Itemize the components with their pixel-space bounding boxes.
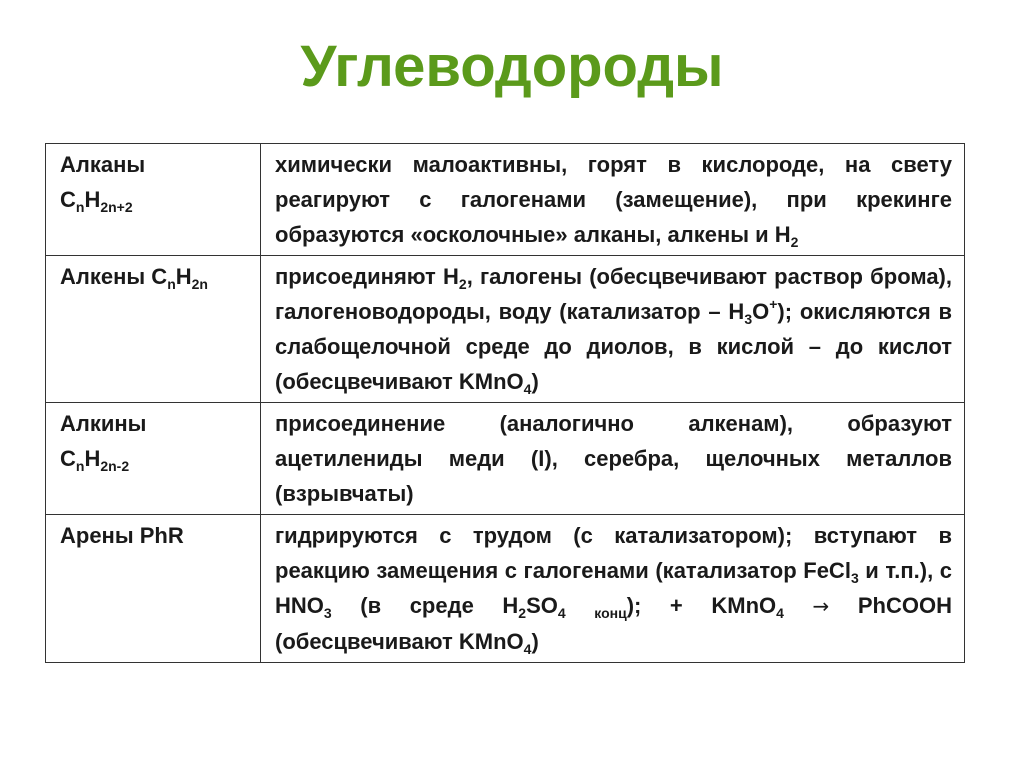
- class-name: Алкины: [60, 411, 147, 436]
- properties-cell-alkynes: присоединение (аналогично алкенам), образуют ацетилениды меди (I), серебра, щелочных металлов (взрывчаты): [261, 403, 965, 515]
- class-name: Алкены $C_nH_{2n}$: [60, 264, 208, 292]
- class-cell-alkanes: [46, 144, 261, 256]
- table-row-alkenes: [46, 256, 965, 403]
- general-formula: $C_nH_{2n-2}$: [60, 446, 130, 474]
- table-row-alkanes: [46, 144, 965, 256]
- class-cell-arenes: [46, 515, 261, 663]
- general-formula: $C_nH_{2n+2}$: [60, 187, 133, 215]
- page-title: Углеводороды: [300, 34, 724, 99]
- class-cell-alkynes: [46, 403, 261, 515]
- table-row-arenes: [46, 515, 965, 663]
- class-name: Арены PhR: [60, 523, 184, 548]
- properties-cell-alkenes: присоединяют $H_2$, галогены (обесцвечивают раствор брома), галогеноводороды, воду (катализатор – $H_3O^+$); окисляются в слабощелочной среде до диолов, в кислой – до кислот (обесцвечивают KMnO$_4$): [261, 256, 965, 403]
- properties-cell-alkanes: химически малоактивны, горят в кислороде, на свету реагируют с галогенами (замещение), при крекинге образуются «осколочные» алканы, алкены и $H_2$: [261, 144, 965, 256]
- table-row-alkynes: [46, 403, 965, 515]
- class-cell-alkenes: [46, 256, 261, 403]
- right-arrow-icon: →: [812, 594, 830, 618]
- hydrocarbons-table: [45, 143, 965, 663]
- properties-cell-arenes: гидрируются с трудом (с катализатором); вступают в реакцию замещения с галогенами (катализатор FeCl$_3$ и т.п.), с $HNO_3$ (в среде $H_2SO_4$ $_{конц}$); + KMnO$_4$ → PhCOOH (обесцвечивают KMnO$_4$): [261, 515, 965, 663]
- class-name: Алканы: [60, 152, 146, 177]
